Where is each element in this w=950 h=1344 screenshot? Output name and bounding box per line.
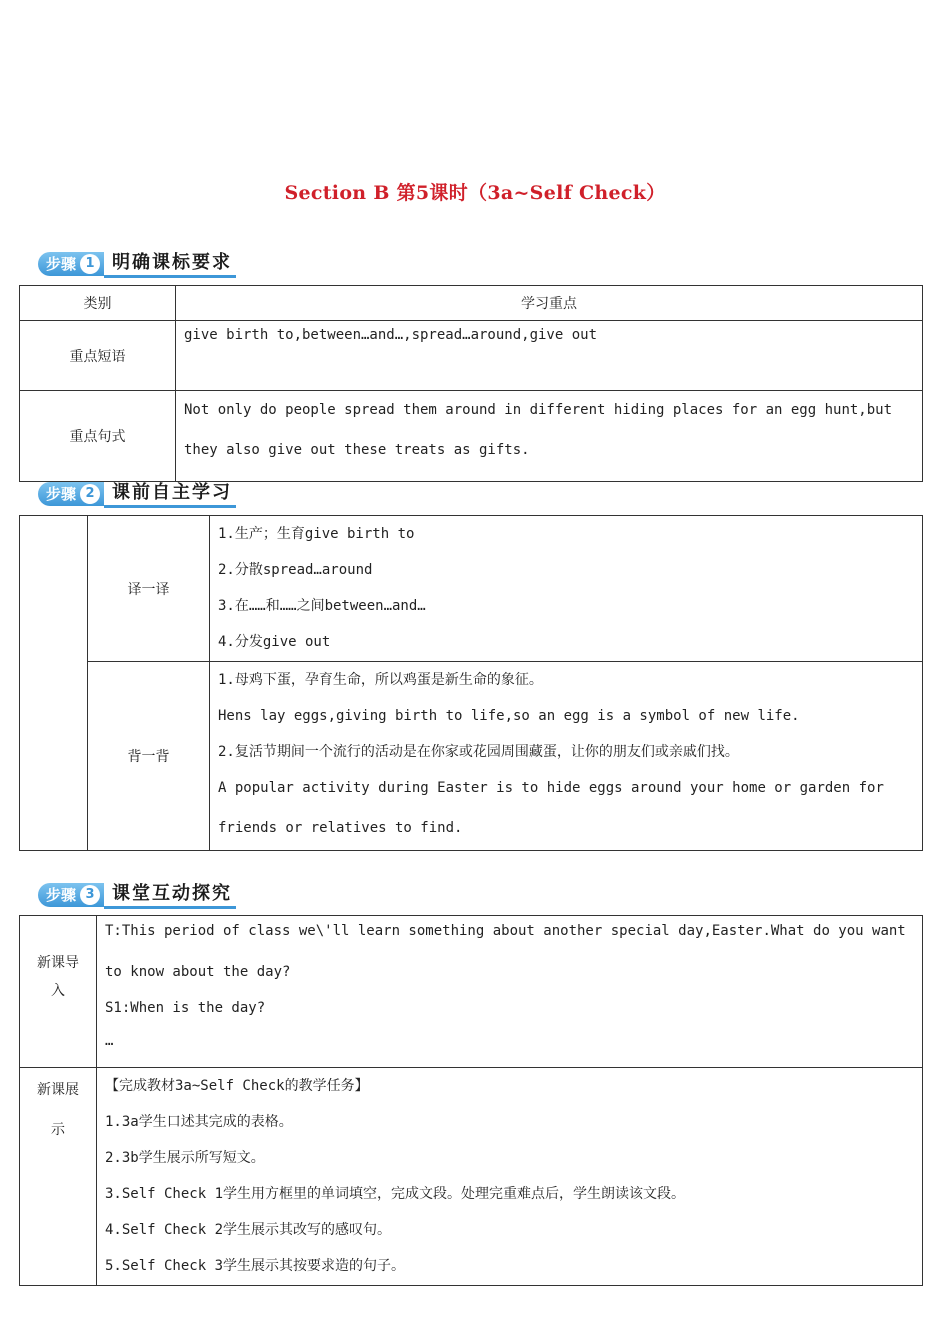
step-3-badge (38, 882, 236, 908)
content-line: 5.Self Check 3学生展示其按要求造的句子。 (105, 1258, 406, 1274)
content-line: 3.Self Check 1学生用方框里的单词填空，完成文段。处理完重难点后，学生朗读该文段。 (105, 1186, 685, 1202)
step-pill (38, 883, 104, 907)
content-line: 4.分发give out (218, 634, 331, 650)
content-line: 【完成教材3a~Self Check的教学任务】 (105, 1078, 369, 1094)
table-row (20, 321, 923, 391)
content-line: 1.生产；生育give birth to (218, 526, 415, 542)
sentence-line: Not only do people spread them around in different hiding places for an egg hunt,but (184, 402, 893, 418)
table-row (20, 391, 923, 482)
step-number: 1 (80, 254, 100, 274)
row-category: 重点短语 (20, 321, 176, 391)
content-line: T:This period of class we\'ll learn something about another special day,Easter.What do you want (105, 923, 906, 939)
header-focus: 学习重点 (176, 286, 923, 321)
row-content (176, 321, 923, 391)
section-content (210, 516, 923, 662)
content-line: to know about the day? (105, 964, 291, 980)
row-category: 重点句式 (20, 391, 176, 482)
step-2-label: 课前自主学习 (104, 481, 236, 508)
content-line: 1.3a学生口述其完成的表格。 (105, 1114, 293, 1130)
table-row (20, 1068, 923, 1286)
content-line: 1.母鸡下蛋，孕育生命，所以鸡蛋是新生命的象征。 (218, 672, 543, 688)
step-badge-text: 步骤 (46, 255, 77, 273)
page-title: Section B 第5课时（3a~Self Check） (284, 182, 666, 204)
step-1-badge (38, 251, 236, 277)
step-2-badge (38, 481, 236, 507)
blank-cell (20, 516, 88, 851)
phrase-line: give birth to,between…and…,spread…around,give out (184, 327, 598, 343)
row-label (20, 1068, 97, 1286)
content-line: A popular activity during Easter is to hide eggs around your home or garden for (218, 780, 884, 796)
table-row (20, 516, 923, 662)
section-label: 译一译 (88, 516, 210, 662)
step-badge-text: 步骤 (46, 485, 77, 503)
step-1-label: 明确课标要求 (104, 251, 236, 278)
step-3-table (19, 915, 923, 1286)
row-content (97, 1068, 923, 1286)
content-line: Hens lay eggs,giving birth to life,so an egg is a symbol of new life. (218, 708, 800, 724)
content-line: friends or relatives to find. (218, 820, 463, 836)
step-2-table (19, 515, 923, 851)
step-3-label: 课堂互动探究 (104, 882, 236, 909)
row-content (97, 916, 923, 1068)
header-category: 类别 (20, 286, 176, 321)
row-label (20, 916, 97, 1068)
content-line: 2.分散spread…around (218, 562, 373, 578)
content-line: 4.Self Check 2学生展示其改写的感叹句。 (105, 1222, 392, 1238)
content-line: 2.复活节期间一个流行的活动是在你家或花园周围藏蛋，让你的朋友们或亲戚们找。 (218, 744, 739, 760)
content-line: 2.3b学生展示所写短文。 (105, 1150, 265, 1166)
step-number: 3 (80, 885, 100, 905)
content-line: S1:When is the day? (105, 1000, 266, 1016)
table-row (20, 662, 923, 851)
step-badge-text: 步骤 (46, 886, 77, 904)
row-label-line: 示 (51, 1122, 65, 1138)
section-label: 背一背 (88, 662, 210, 851)
row-content (176, 391, 923, 482)
step-1-table (19, 285, 923, 482)
step-pill (38, 482, 104, 506)
content-line: 3.在……和……之间between…and… (218, 598, 426, 614)
row-label-line: 新课展 (37, 1082, 79, 1098)
step-number: 2 (80, 484, 100, 504)
section-content (210, 662, 923, 851)
table-row (20, 916, 923, 1068)
step-pill (38, 252, 104, 276)
sentence-line: they also give out these treats as gifts. (184, 442, 530, 458)
content-line: … (105, 1033, 114, 1049)
row-label-line: 入 (51, 983, 65, 999)
row-label-line: 新课导 (37, 955, 79, 971)
